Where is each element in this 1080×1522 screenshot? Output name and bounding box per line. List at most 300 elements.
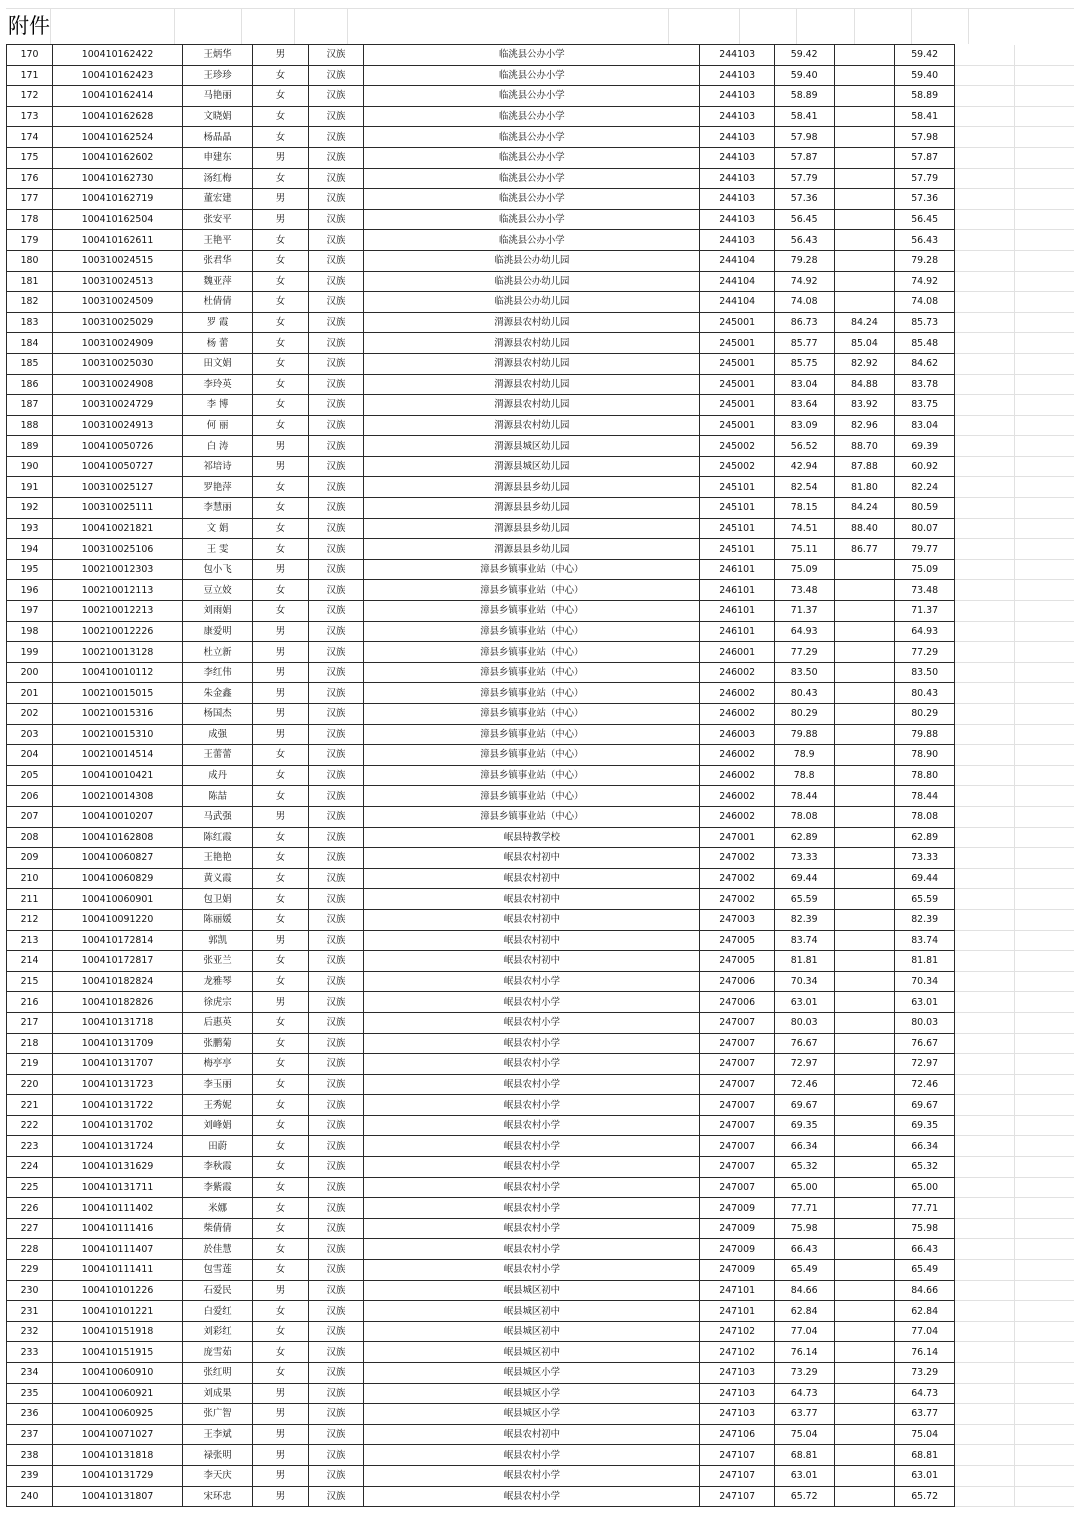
post-code-cell: 247103: [700, 1404, 774, 1425]
unit-cell: 临洮县公办小学: [364, 168, 700, 189]
interview-score-cell: [834, 230, 895, 251]
ticket-cell: 100410060829: [53, 868, 183, 889]
table-row: [7, 642, 1075, 663]
ethnicity-cell: 汉族: [308, 333, 364, 354]
blank-cell: [1014, 1424, 1074, 1445]
header-grid-line: [668, 8, 669, 44]
written-score-cell: 79.28: [774, 250, 834, 271]
seq-cell: 178: [7, 209, 53, 230]
ticket-cell: 100210012303: [53, 559, 183, 580]
interview-score-cell: [834, 1321, 895, 1342]
total-score-cell: 78.44: [895, 786, 955, 807]
table-row: [7, 1095, 1075, 1116]
remark-cell: [955, 1136, 1015, 1157]
gender-cell: 男: [253, 1445, 309, 1466]
written-score-cell: 65.32: [774, 1157, 834, 1178]
table-row: [7, 209, 1075, 230]
gender-cell: 女: [253, 250, 309, 271]
seq-cell: 195: [7, 559, 53, 580]
remark-cell: [955, 477, 1015, 498]
gender-cell: 女: [253, 1012, 309, 1033]
ethnicity-cell: 汉族: [308, 45, 364, 66]
post-code-cell: 246002: [700, 704, 774, 725]
written-score-cell: 69.67: [774, 1095, 834, 1116]
written-score-cell: 83.64: [774, 395, 834, 416]
gender-cell: 女: [253, 1198, 309, 1219]
written-score-cell: 65.49: [774, 1260, 834, 1281]
remark-cell: [955, 786, 1015, 807]
written-score-cell: 84.66: [774, 1280, 834, 1301]
seq-cell: 215: [7, 971, 53, 992]
written-score-cell: 69.44: [774, 868, 834, 889]
gender-cell: 男: [253, 1465, 309, 1486]
seq-cell: 227: [7, 1218, 53, 1239]
remark-cell: [955, 333, 1015, 354]
unit-cell: 渭源县城区幼儿园: [364, 436, 700, 457]
gender-cell: 女: [253, 477, 309, 498]
blank-cell: [1014, 827, 1074, 848]
seq-cell: 203: [7, 724, 53, 745]
table-row: [7, 1301, 1075, 1322]
remark-cell: [955, 765, 1015, 786]
grid-top-line: [6, 8, 1074, 9]
gender-cell: 女: [253, 1177, 309, 1198]
remark-cell: [955, 147, 1015, 168]
post-code-cell: 247107: [700, 1465, 774, 1486]
results-table: [6, 44, 1074, 1507]
seq-cell: 235: [7, 1383, 53, 1404]
seq-cell: 185: [7, 353, 53, 374]
total-score-cell: 69.35: [895, 1115, 955, 1136]
ticket-cell: 100410131711: [53, 1177, 183, 1198]
gender-cell: 女: [253, 1239, 309, 1260]
remark-cell: [955, 601, 1015, 622]
ethnicity-cell: 汉族: [308, 415, 364, 436]
post-code-cell: 247001: [700, 827, 774, 848]
table-row: [7, 786, 1075, 807]
ethnicity-cell: 汉族: [308, 662, 364, 683]
total-score-cell: 76.14: [895, 1342, 955, 1363]
remark-cell: [955, 1012, 1015, 1033]
name-cell: 张亚兰: [182, 951, 252, 972]
unit-cell: 岷县农村小学: [364, 1465, 700, 1486]
ethnicity-cell: 汉族: [308, 642, 364, 663]
seq-cell: 198: [7, 621, 53, 642]
remark-cell: [955, 1445, 1015, 1466]
ticket-cell: 100410050726: [53, 436, 183, 457]
ticket-cell: 100410162414: [53, 86, 183, 107]
post-code-cell: 246002: [700, 745, 774, 766]
table-row: [7, 127, 1075, 148]
ticket-cell: 100410111402: [53, 1198, 183, 1219]
ethnicity-cell: 汉族: [308, 1095, 364, 1116]
unit-cell: 渭源县农村幼儿园: [364, 374, 700, 395]
ticket-cell: 100410101221: [53, 1301, 183, 1322]
gender-cell: 女: [253, 106, 309, 127]
seq-cell: 176: [7, 168, 53, 189]
blank-cell: [1014, 456, 1074, 477]
ethnicity-cell: 汉族: [308, 86, 364, 107]
name-cell: 成强: [182, 724, 252, 745]
table-row: [7, 621, 1075, 642]
total-score-cell: 65.00: [895, 1177, 955, 1198]
written-score-cell: 83.09: [774, 415, 834, 436]
interview-score-cell: [834, 1239, 895, 1260]
table-row: [7, 909, 1075, 930]
name-cell: 米娜: [182, 1198, 252, 1219]
ticket-cell: 100410101226: [53, 1280, 183, 1301]
gender-cell: 男: [253, 683, 309, 704]
table-row: [7, 333, 1075, 354]
ticket-cell: 100410162602: [53, 147, 183, 168]
written-score-cell: 83.74: [774, 930, 834, 951]
total-score-cell: 83.75: [895, 395, 955, 416]
name-cell: 王秀妮: [182, 1095, 252, 1116]
total-score-cell: 63.01: [895, 1465, 955, 1486]
remark-cell: [955, 909, 1015, 930]
name-cell: 祁培诗: [182, 456, 252, 477]
ethnicity-cell: 汉族: [308, 601, 364, 622]
written-score-cell: 80.43: [774, 683, 834, 704]
remark-cell: [955, 992, 1015, 1013]
ethnicity-cell: 汉族: [308, 209, 364, 230]
table-row: [7, 765, 1075, 786]
ticket-cell: 100410131722: [53, 1095, 183, 1116]
gender-cell: 女: [253, 498, 309, 519]
post-code-cell: 247009: [700, 1198, 774, 1219]
seq-cell: 177: [7, 189, 53, 210]
blank-cell: [1014, 353, 1074, 374]
ethnicity-cell: 汉族: [308, 1424, 364, 1445]
total-score-cell: 77.04: [895, 1321, 955, 1342]
name-cell: 王艳平: [182, 230, 252, 251]
post-code-cell: 247007: [700, 1012, 774, 1033]
ethnicity-cell: 汉族: [308, 992, 364, 1013]
total-score-cell: 63.01: [895, 992, 955, 1013]
interview-score-cell: [834, 1012, 895, 1033]
written-score-cell: 77.29: [774, 642, 834, 663]
unit-cell: 岷县农村小学: [364, 1239, 700, 1260]
gender-cell: 男: [253, 1404, 309, 1425]
post-code-cell: 247002: [700, 868, 774, 889]
unit-cell: 漳县乡镇事业站（中心）: [364, 580, 700, 601]
written-score-cell: 57.87: [774, 147, 834, 168]
ticket-cell: 100210012213: [53, 601, 183, 622]
ticket-cell: 100410172814: [53, 930, 183, 951]
name-cell: 包小飞: [182, 559, 252, 580]
interview-score-cell: [834, 250, 895, 271]
name-cell: 王艳艳: [182, 848, 252, 869]
table-row: [7, 436, 1075, 457]
table-row: [7, 230, 1075, 251]
interview-score-cell: [834, 1363, 895, 1384]
seq-cell: 228: [7, 1239, 53, 1260]
table-row: [7, 1342, 1075, 1363]
unit-cell: 渭源县县乡幼儿园: [364, 539, 700, 560]
name-cell: 刘彩红: [182, 1321, 252, 1342]
ethnicity-cell: 汉族: [308, 312, 364, 333]
total-score-cell: 69.44: [895, 868, 955, 889]
header-grid-line: [347, 8, 348, 44]
interview-score-cell: [834, 601, 895, 622]
ticket-cell: 100410050727: [53, 456, 183, 477]
blank-cell: [1014, 1321, 1074, 1342]
written-score-cell: 72.97: [774, 1054, 834, 1075]
ticket-cell: 100410060925: [53, 1404, 183, 1425]
total-score-cell: 65.72: [895, 1486, 955, 1507]
unit-cell: 岷县农村小学: [364, 992, 700, 1013]
blank-cell: [1014, 621, 1074, 642]
written-score-cell: 77.71: [774, 1198, 834, 1219]
interview-score-cell: [834, 1383, 895, 1404]
gender-cell: 女: [253, 127, 309, 148]
name-cell: 李红伟: [182, 662, 252, 683]
remark-cell: [955, 1177, 1015, 1198]
gender-cell: 男: [253, 662, 309, 683]
remark-cell: [955, 1465, 1015, 1486]
interview-score-cell: [834, 65, 895, 86]
ticket-cell: 100410131709: [53, 1033, 183, 1054]
unit-cell: 岷县农村小学: [364, 1033, 700, 1054]
name-cell: 刘成果: [182, 1383, 252, 1404]
remark-cell: [955, 230, 1015, 251]
total-score-cell: 64.93: [895, 621, 955, 642]
post-code-cell: 247107: [700, 1486, 774, 1507]
written-score-cell: 74.92: [774, 271, 834, 292]
name-cell: 刘雨娟: [182, 601, 252, 622]
interview-score-cell: 86.77: [834, 539, 895, 560]
remark-cell: [955, 951, 1015, 972]
written-score-cell: 63.01: [774, 1465, 834, 1486]
table-row: [7, 189, 1075, 210]
ethnicity-cell: 汉族: [308, 848, 364, 869]
ethnicity-cell: 汉族: [308, 745, 364, 766]
total-score-cell: 84.66: [895, 1280, 955, 1301]
written-score-cell: 79.88: [774, 724, 834, 745]
ethnicity-cell: 汉族: [308, 806, 364, 827]
post-code-cell: 244103: [700, 189, 774, 210]
unit-cell: 临洮县公办小学: [364, 45, 700, 66]
written-score-cell: 82.54: [774, 477, 834, 498]
gender-cell: 女: [253, 292, 309, 313]
ticket-cell: 100310025029: [53, 312, 183, 333]
total-score-cell: 83.50: [895, 662, 955, 683]
written-score-cell: 58.89: [774, 86, 834, 107]
interview-score-cell: [834, 992, 895, 1013]
blank-cell: [1014, 868, 1074, 889]
name-cell: 杨国杰: [182, 704, 252, 725]
total-score-cell: 82.39: [895, 909, 955, 930]
gender-cell: 女: [253, 65, 309, 86]
blank-cell: [1014, 951, 1074, 972]
written-score-cell: 74.08: [774, 292, 834, 313]
blank-cell: [1014, 1260, 1074, 1281]
total-score-cell: 79.28: [895, 250, 955, 271]
interview-score-cell: [834, 45, 895, 66]
post-code-cell: 244103: [700, 209, 774, 230]
gender-cell: 女: [253, 848, 309, 869]
ticket-cell: 100410172817: [53, 951, 183, 972]
unit-cell: 岷县农村初中: [364, 889, 700, 910]
total-score-cell: 80.43: [895, 683, 955, 704]
interview-score-cell: [834, 745, 895, 766]
ticket-cell: 100410162611: [53, 230, 183, 251]
header-grid-line: [968, 8, 969, 44]
blank-cell: [1014, 436, 1074, 457]
total-score-cell: 80.59: [895, 498, 955, 519]
ticket-cell: 100210015015: [53, 683, 183, 704]
post-code-cell: 246101: [700, 559, 774, 580]
ethnicity-cell: 汉族: [308, 930, 364, 951]
blank-cell: [1014, 168, 1074, 189]
unit-cell: 岷县农村初中: [364, 930, 700, 951]
interview-score-cell: [834, 1486, 895, 1507]
remark-cell: [955, 1342, 1015, 1363]
post-code-cell: 245002: [700, 436, 774, 457]
ethnicity-cell: 汉族: [308, 786, 364, 807]
table-row: [7, 745, 1075, 766]
table-row: [7, 1465, 1075, 1486]
remark-cell: [955, 168, 1015, 189]
seq-cell: 218: [7, 1033, 53, 1054]
interview-score-cell: 85.04: [834, 333, 895, 354]
written-score-cell: 57.36: [774, 189, 834, 210]
remark-cell: [955, 1280, 1015, 1301]
table-row: [7, 1260, 1075, 1281]
ticket-cell: 100210015316: [53, 704, 183, 725]
table-row: [7, 518, 1075, 539]
blank-cell: [1014, 127, 1074, 148]
post-code-cell: 247007: [700, 1177, 774, 1198]
seq-cell: 225: [7, 1177, 53, 1198]
page-title: 附件: [8, 14, 50, 38]
written-score-cell: 72.46: [774, 1074, 834, 1095]
seq-cell: 194: [7, 539, 53, 560]
seq-cell: 229: [7, 1260, 53, 1281]
ethnicity-cell: 汉族: [308, 1465, 364, 1486]
header-grid-line: [174, 8, 175, 44]
unit-cell: 岷县农村小学: [364, 1157, 700, 1178]
name-cell: 陈喆: [182, 786, 252, 807]
seq-cell: 192: [7, 498, 53, 519]
unit-cell: 岷县城区初中: [364, 1280, 700, 1301]
unit-cell: 岷县农村初中: [364, 909, 700, 930]
post-code-cell: 244103: [700, 65, 774, 86]
ethnicity-cell: 汉族: [308, 292, 364, 313]
table-row: [7, 1115, 1075, 1136]
remark-cell: [955, 209, 1015, 230]
blank-cell: [1014, 1486, 1074, 1507]
unit-cell: 渭源县农村幼儿园: [364, 333, 700, 354]
interview-score-cell: [834, 1218, 895, 1239]
name-cell: 田文娟: [182, 353, 252, 374]
written-score-cell: 65.59: [774, 889, 834, 910]
written-score-cell: 81.81: [774, 951, 834, 972]
written-score-cell: 57.79: [774, 168, 834, 189]
seq-cell: 170: [7, 45, 53, 66]
seq-cell: 222: [7, 1115, 53, 1136]
total-score-cell: 59.40: [895, 65, 955, 86]
total-score-cell: 75.09: [895, 559, 955, 580]
remark-cell: [955, 271, 1015, 292]
name-cell: 申建东: [182, 147, 252, 168]
ticket-cell: 100310024909: [53, 333, 183, 354]
written-score-cell: 62.84: [774, 1301, 834, 1322]
seq-cell: 226: [7, 1198, 53, 1219]
gender-cell: 女: [253, 230, 309, 251]
written-score-cell: 85.77: [774, 333, 834, 354]
ethnicity-cell: 汉族: [308, 127, 364, 148]
post-code-cell: 245001: [700, 312, 774, 333]
total-score-cell: 83.78: [895, 374, 955, 395]
interview-score-cell: [834, 765, 895, 786]
ethnicity-cell: 汉族: [308, 889, 364, 910]
name-cell: 李玉丽: [182, 1074, 252, 1095]
ticket-cell: 100410060901: [53, 889, 183, 910]
written-score-cell: 78.44: [774, 786, 834, 807]
table-row: [7, 1486, 1075, 1507]
blank-cell: [1014, 848, 1074, 869]
unit-cell: 岷县农村初中: [364, 951, 700, 972]
name-cell: 梅亭亭: [182, 1054, 252, 1075]
name-cell: 张君华: [182, 250, 252, 271]
total-score-cell: 83.04: [895, 415, 955, 436]
gender-cell: 女: [253, 1301, 309, 1322]
ethnicity-cell: 汉族: [308, 1074, 364, 1095]
blank-cell: [1014, 1445, 1074, 1466]
name-cell: 朱金鑫: [182, 683, 252, 704]
ticket-cell: 100210012226: [53, 621, 183, 642]
remark-cell: [955, 971, 1015, 992]
seq-cell: 184: [7, 333, 53, 354]
ticket-cell: 100410060921: [53, 1383, 183, 1404]
interview-score-cell: 83.92: [834, 395, 895, 416]
ticket-cell: 100410131729: [53, 1465, 183, 1486]
blank-cell: [1014, 889, 1074, 910]
name-cell: 黄义霞: [182, 868, 252, 889]
blank-cell: [1014, 704, 1074, 725]
seq-cell: 179: [7, 230, 53, 251]
unit-cell: 岷县城区初中: [364, 1342, 700, 1363]
name-cell: 石爱民: [182, 1280, 252, 1301]
post-code-cell: 247007: [700, 1157, 774, 1178]
seq-cell: 181: [7, 271, 53, 292]
written-score-cell: 76.67: [774, 1033, 834, 1054]
interview-score-cell: [834, 889, 895, 910]
table-row: [7, 806, 1075, 827]
remark-cell: [955, 436, 1015, 457]
post-code-cell: 247003: [700, 909, 774, 930]
ethnicity-cell: 汉族: [308, 1383, 364, 1404]
seq-cell: 206: [7, 786, 53, 807]
interview-score-cell: [834, 848, 895, 869]
unit-cell: 岷县城区初中: [364, 1301, 700, 1322]
total-score-cell: 79.88: [895, 724, 955, 745]
remark-cell: [955, 1074, 1015, 1095]
table-row: [7, 147, 1075, 168]
ethnicity-cell: 汉族: [308, 1363, 364, 1384]
remark-cell: [955, 415, 1015, 436]
gender-cell: 女: [253, 827, 309, 848]
seq-cell: 201: [7, 683, 53, 704]
ethnicity-cell: 汉族: [308, 1198, 364, 1219]
interview-score-cell: 84.88: [834, 374, 895, 395]
header-grid-line: [796, 8, 797, 44]
unit-cell: 岷县农村小学: [364, 1260, 700, 1281]
unit-cell: 岷县农村小学: [364, 1115, 700, 1136]
ticket-cell: 100410131807: [53, 1486, 183, 1507]
remark-cell: [955, 1383, 1015, 1404]
